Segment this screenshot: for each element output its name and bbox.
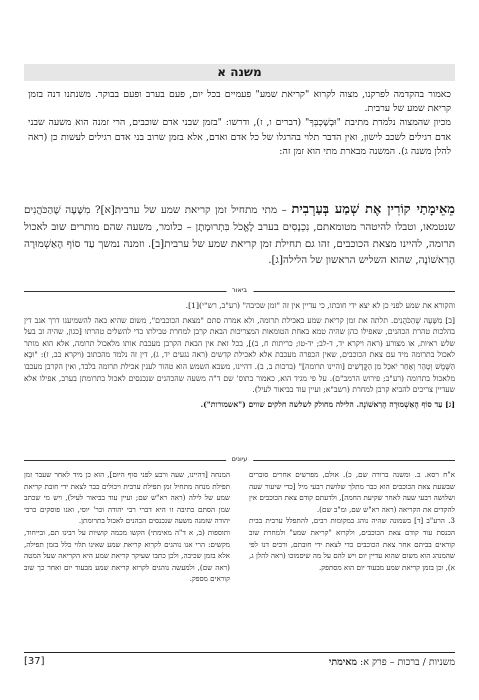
mishna-heading [24,64,455,81]
running-header-chapter: מאימתי [328,657,357,668]
iyunim-column-left [24,469,230,585]
intro-block [28,88,451,159]
mishna-text-block [24,202,455,269]
iyunim-separator [24,456,455,464]
iyunim-paragraph: א"ח רסא. ב. ומשנה ברורה שם, כ). אולם, מפרשים אחרים סוברים שבשעת צאת הכוכבים הוא כבר מתלך שלושת רבעי מיל [כדי שיעור שעה ושלושה רבעי שעה לאחר שקיעת החמה], ולדעתם קודם צאת הכוכבים אין להקדים את הקריאה (ראה רא"ש שם, ומ"ב שם). [249,470,455,514]
running-header [329,657,455,668]
mishna-body: – מתי מתחיל זמן קריאת שמע של ערבית[א]? מִשָּׁעָה שֶׁהַכֹּהֲנִים שנטמאו, וטבלו להיטהר מטומאתם, נִכְנָסִים בערב לֶאֱכֹל בִּתְרוּמָתָן – כלומר, משעה שהם מותרים שוב לאכול תרומה, להיינו מצאת הכוכבים, זהו גם תחילת זמן קריאת שמע של ערבית[ב]. וזמנה נמשך עַד סוֹף הָאַשְׁמוּרָה הָרִאשׁוֹנָה, שהוא השליש הראשון של הלילה[ג]. [24,204,455,267]
intro-paragraph: כאמור בהקדמה לפרקנו, מצוה לקרוא "קריאת שמע" פעמיים בכל יום, פעם בערב ופעם בבוקר. משנתנו דנה בזמן קריאת שמע של ערבית. [28,89,451,115]
biur-label: ביאור [226,286,253,295]
iyunim-paragraph: ותוספות (ב, א ד"ה מאימתי) הקשו מכמה קושיות על רבינו תם, ובייחוד, מקשים: הרי אנו נוהגים לקרוא קריאת שמע שאינו תלוי כלל בזמן תפילה, אלא בזמן שכיבה, ולכן כתבו שעיקר קריאת שמע היא הקריאה שעל המטה (ראה שם), ולמעשה נוהגים לקרוא קריאת שמע מבעוד יום ואחר כך שוב קוראים מספק. [24,527,230,584]
running-header-text: משניות / ברכות – פרק א: [360,657,455,668]
biur-paragraph: [ב] מִשָּׁעָה שֶׁהַכֹּהֲנִים. תלתה את זמן קריאת שמע באכילת תרומה, ולא אמרה סתם "מצאת הכוכבים", משום שהיא באה להשמיענו דרך אגב דין בהלכות טהרת הכהנים, שאפילו כהן שהיה טמא באחת הטומאות המצריכות הבאת קרבן למחרת טבילתו כדי להשלים טהרתו [כגון, שהיה זב בעל שלש ראיות, או מצורע (ראה ויקרא יד, ד-לב; יד-טו; כריתות ח, ב)], בכל זאת אין הבאת הקרבן מעכבת אותו מלאכול תרומה, אלא הוא מותר לאכול בתרומה מיד עם צאת הכוכבים, שאין הכפרה מעכבת אלא לאכילת קדשים (ראה נגעים יד, ג), דין זה נלמד מהכתוב (ויקרא כב, ז): "וּבָא הַשֶּׁמֶשׁ וְטָהֵר וְאַחַר יֹאכַל מִן הַקֳּדָשִׁים [והיינו תרומה]" (ברכות ב, ב). דהיינו, משבא השמש הוא טהור לענין אכילת תרומה בלבד, ואין הקרבן מעכבו מלאכול בתרומה (רע"ב; פירוש הרמב"ם). על פי מגיד הוא, כאמור בתוס' שם ד"ה משעה שהכהנים שנכנסים לאכול בתרומתן בערב, אפילו אלא שעדיין צריכים להביא קרבן למחרת (רשב"א; ועיין עוד בביאור לעיל). [24,315,455,395]
iyunim-paragraph: המנחה [דהיינו, שעה ורבע לפני סוף היום], הוא כן מיד לאחר שעבר זמן תפילת מנחה מתחיל זמן תפילת ערבית ויכולים כבר לצאת ידי חובת קריאת שמע של לילה (ראה רא"ש שם; ועיין עוד בביאור לעיל), ויש מי שכתב שמן הסתם כתיבה זו היא דברי רבי יהודה וכר' יוסי, ואנו פוסקים כרבי יהודה שזמנה משעה שנכנסים הכהנים לאכול בתרומתן. [24,470,230,526]
page-footer [24,652,455,671]
mishna-paragraph [24,202,455,269]
mishna-lead-words: מֵאֵימָתַי קוֹרִין אֶת שְׁמַע בְּעַרְבִית [291,202,455,217]
intro-paragraph: מכיון שהמצוה נלמדת מתיבת "וּבְשָׁכְבְּךָ" (דברים ו, ז), ודרשו: "בזמן שבני אדם שוכבים, הרי זמנה הוא משעה שבני אדם רגילים לשכב לישון, ואין הדבר תלוי בהרגלו של כל אדם ואדם, אלא בזמן שרוב בני אדם רגילים לעשות כן (ראה להלן משנה ג). המשנה מבארת מתי הוא זמן זה: [28,117,451,157]
iyunim-label: עיונים [226,455,254,464]
iyunim-column-right [249,469,455,585]
biur-paragraph: והקורא את שמע לפני כן לא יצא ידי חובתו, כי עדיין אין זה "זמן שכיבה" (רע"ב, רש"י)[1]. [185,301,455,310]
iyunim-paragraph: 3. הרע"ב [ד] בשמונה שהיה נוהג במקומות רבים, להתפלל ערבית בבית הכנסת עוד קודם צאת הכוכבים, ולקרוא "קריאת שמע" ולמחרת שוב קוראים בביתם אחר צאת הכוכבים כדי לצאת ידי חובתם, ורבים דנו לפי שהמנהג הוא משום שהוא עדיין יום ויש להם על מה שיסמוכו (ראה להלן ג, א), וכן בזמן קריאת שמע מבעוד יום הוא מסתפק. [249,516,455,572]
iyunim-columns [24,469,455,585]
biur-paragraph [24,399,455,411]
biur-separator [24,287,455,295]
mishna-heading-text: משנה א [217,65,262,79]
biur-line-g: [ג] עַד סוֹף הָאַשְׁמוּרָה הָרִאשׁוֹנָה. הלילה מחולק לשלשה חלקים שווים ("אשמורות"). [200,399,455,409]
biur-block [24,300,455,413]
page-number: [37] [24,656,45,667]
